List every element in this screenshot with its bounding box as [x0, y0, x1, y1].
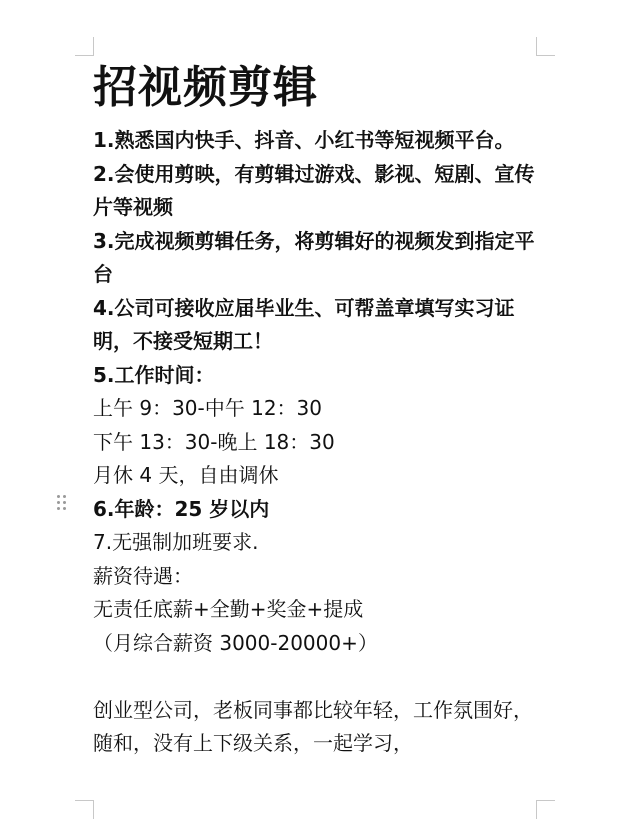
- salary-heading: 薪资待遇：: [93, 563, 193, 588]
- document-body[interactable]: [93, 58, 543, 761]
- blank-line: [93, 660, 543, 694]
- requirement-3: 3.完成视频剪辑任务，将剪辑好的视频发到指定平台: [93, 228, 535, 286]
- requirement-4: 4.公司可接收应届毕业生、可帮盖章填写实习证明，不接受短期工！: [93, 295, 515, 353]
- age-requirement: 6.年龄：25 岁以内: [93, 496, 270, 521]
- paragraph-drag-handle-icon[interactable]: [57, 495, 67, 511]
- requirement-1: 1.熟悉国内快手、抖音、小红书等短视频平台。: [93, 128, 515, 152]
- salary-structure: 无责任底薪+全勤+奖金+提成: [93, 597, 364, 621]
- work-hours-heading: 5.工作时间：: [93, 362, 215, 387]
- crop-mark-bottom-left: [75, 800, 94, 819]
- afternoon-hours: 下午 13：30-晚上 18：30: [93, 429, 335, 454]
- morning-hours: 上午 9：30-中午 12：30: [93, 396, 323, 420]
- crop-mark-top-left: [75, 37, 94, 56]
- overtime-note: 7.无强制加班要求.: [93, 530, 259, 554]
- company-description: 创业型公司，老板同事都比较年轻，工作氛围好，随和，没有上下级关系，一起学习，: [93, 697, 533, 755]
- salary-range: （月综合薪资 3000-20000+）: [93, 630, 378, 655]
- crop-mark-bottom-right: [536, 800, 555, 819]
- page-title: 招视频剪辑: [93, 62, 318, 113]
- days-off: 月休 4 天，自由调休: [93, 463, 279, 487]
- crop-mark-top-right: [536, 37, 555, 56]
- requirement-2: 2.会使用剪映，有剪辑过游戏、影视、短剧、宣传片等视频: [93, 161, 535, 219]
